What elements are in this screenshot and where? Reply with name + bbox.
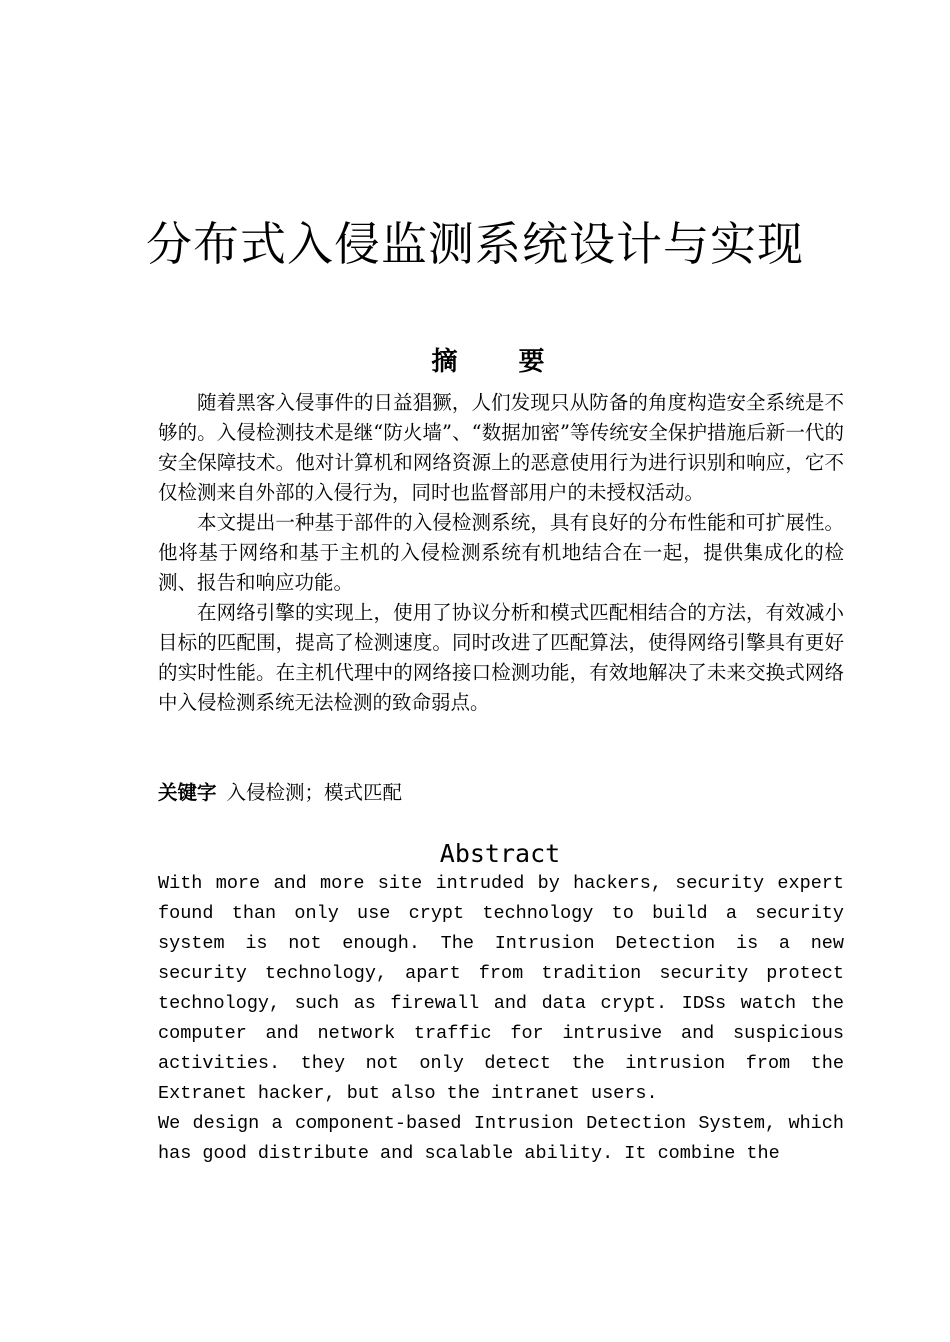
english-abstract-paragraph: With more and more site intruded by hackers, security expert found than only use crypt technology to build a security system is not enough. The Intrusion Detection is a new security technology, apart from tradition security protect technology, such as firewall and data crypt. IDSs watch the computer and network traffic for intrusive and suspicious activities. they not only detect the intrusion from the Extranet hacker, but also the intranet users. <box>158 873 844 1104</box>
chinese-abstract-paragraph: 本文提出一种基于部件的入侵检测系统，具有良好的分布性能和可扩展性。他将基于网络和基于主机的入侵检测系统有机地结合在一起，提供集成化的检测、报告和响应功能。 <box>158 511 844 594</box>
english-abstract-body <box>158 869 844 1169</box>
english-abstract-paragraph: We design a component-based Intrusion Detection System, which has good distribute and scalable ability. It combine the <box>158 1113 844 1164</box>
chinese-abstract-body <box>158 388 844 718</box>
keywords-value: 入侵检测；模式匹配 <box>226 781 403 804</box>
english-abstract-heading: Abstract <box>439 839 561 868</box>
keywords-line <box>158 778 844 808</box>
paper-title: 分布式入侵监测系统设计与实现 <box>146 217 804 271</box>
keywords-label: 关键字 <box>158 781 217 804</box>
chinese-abstract-paragraph: 随着黑客入侵事件的日益猖獗，人们发现只从防备的角度构造安全系统是不够的。入侵检测技术是继“防火墙”、“数据加密”等传统安全保护措施后新一代的安全保障技术。他对计算机和网络资源上的恶意使用行为进行识别和响应，它不仅检测来自外部的入侵行为，同时也监督部用户的未授权活动。 <box>158 391 844 504</box>
chinese-abstract-heading: 摘 要 <box>431 347 571 377</box>
chinese-abstract-paragraph: 在网络引擎的实现上，使用了协议分析和模式匹配相结合的方法，有效减小目标的匹配围，提高了检测速度。同时改进了匹配算法，使得网络引擎具有更好的实时性能。在主机代理中的网络接口检测功能，有效地解决了未来交换式网络中入侵检测系统无法检测的致命弱点。 <box>158 601 844 714</box>
